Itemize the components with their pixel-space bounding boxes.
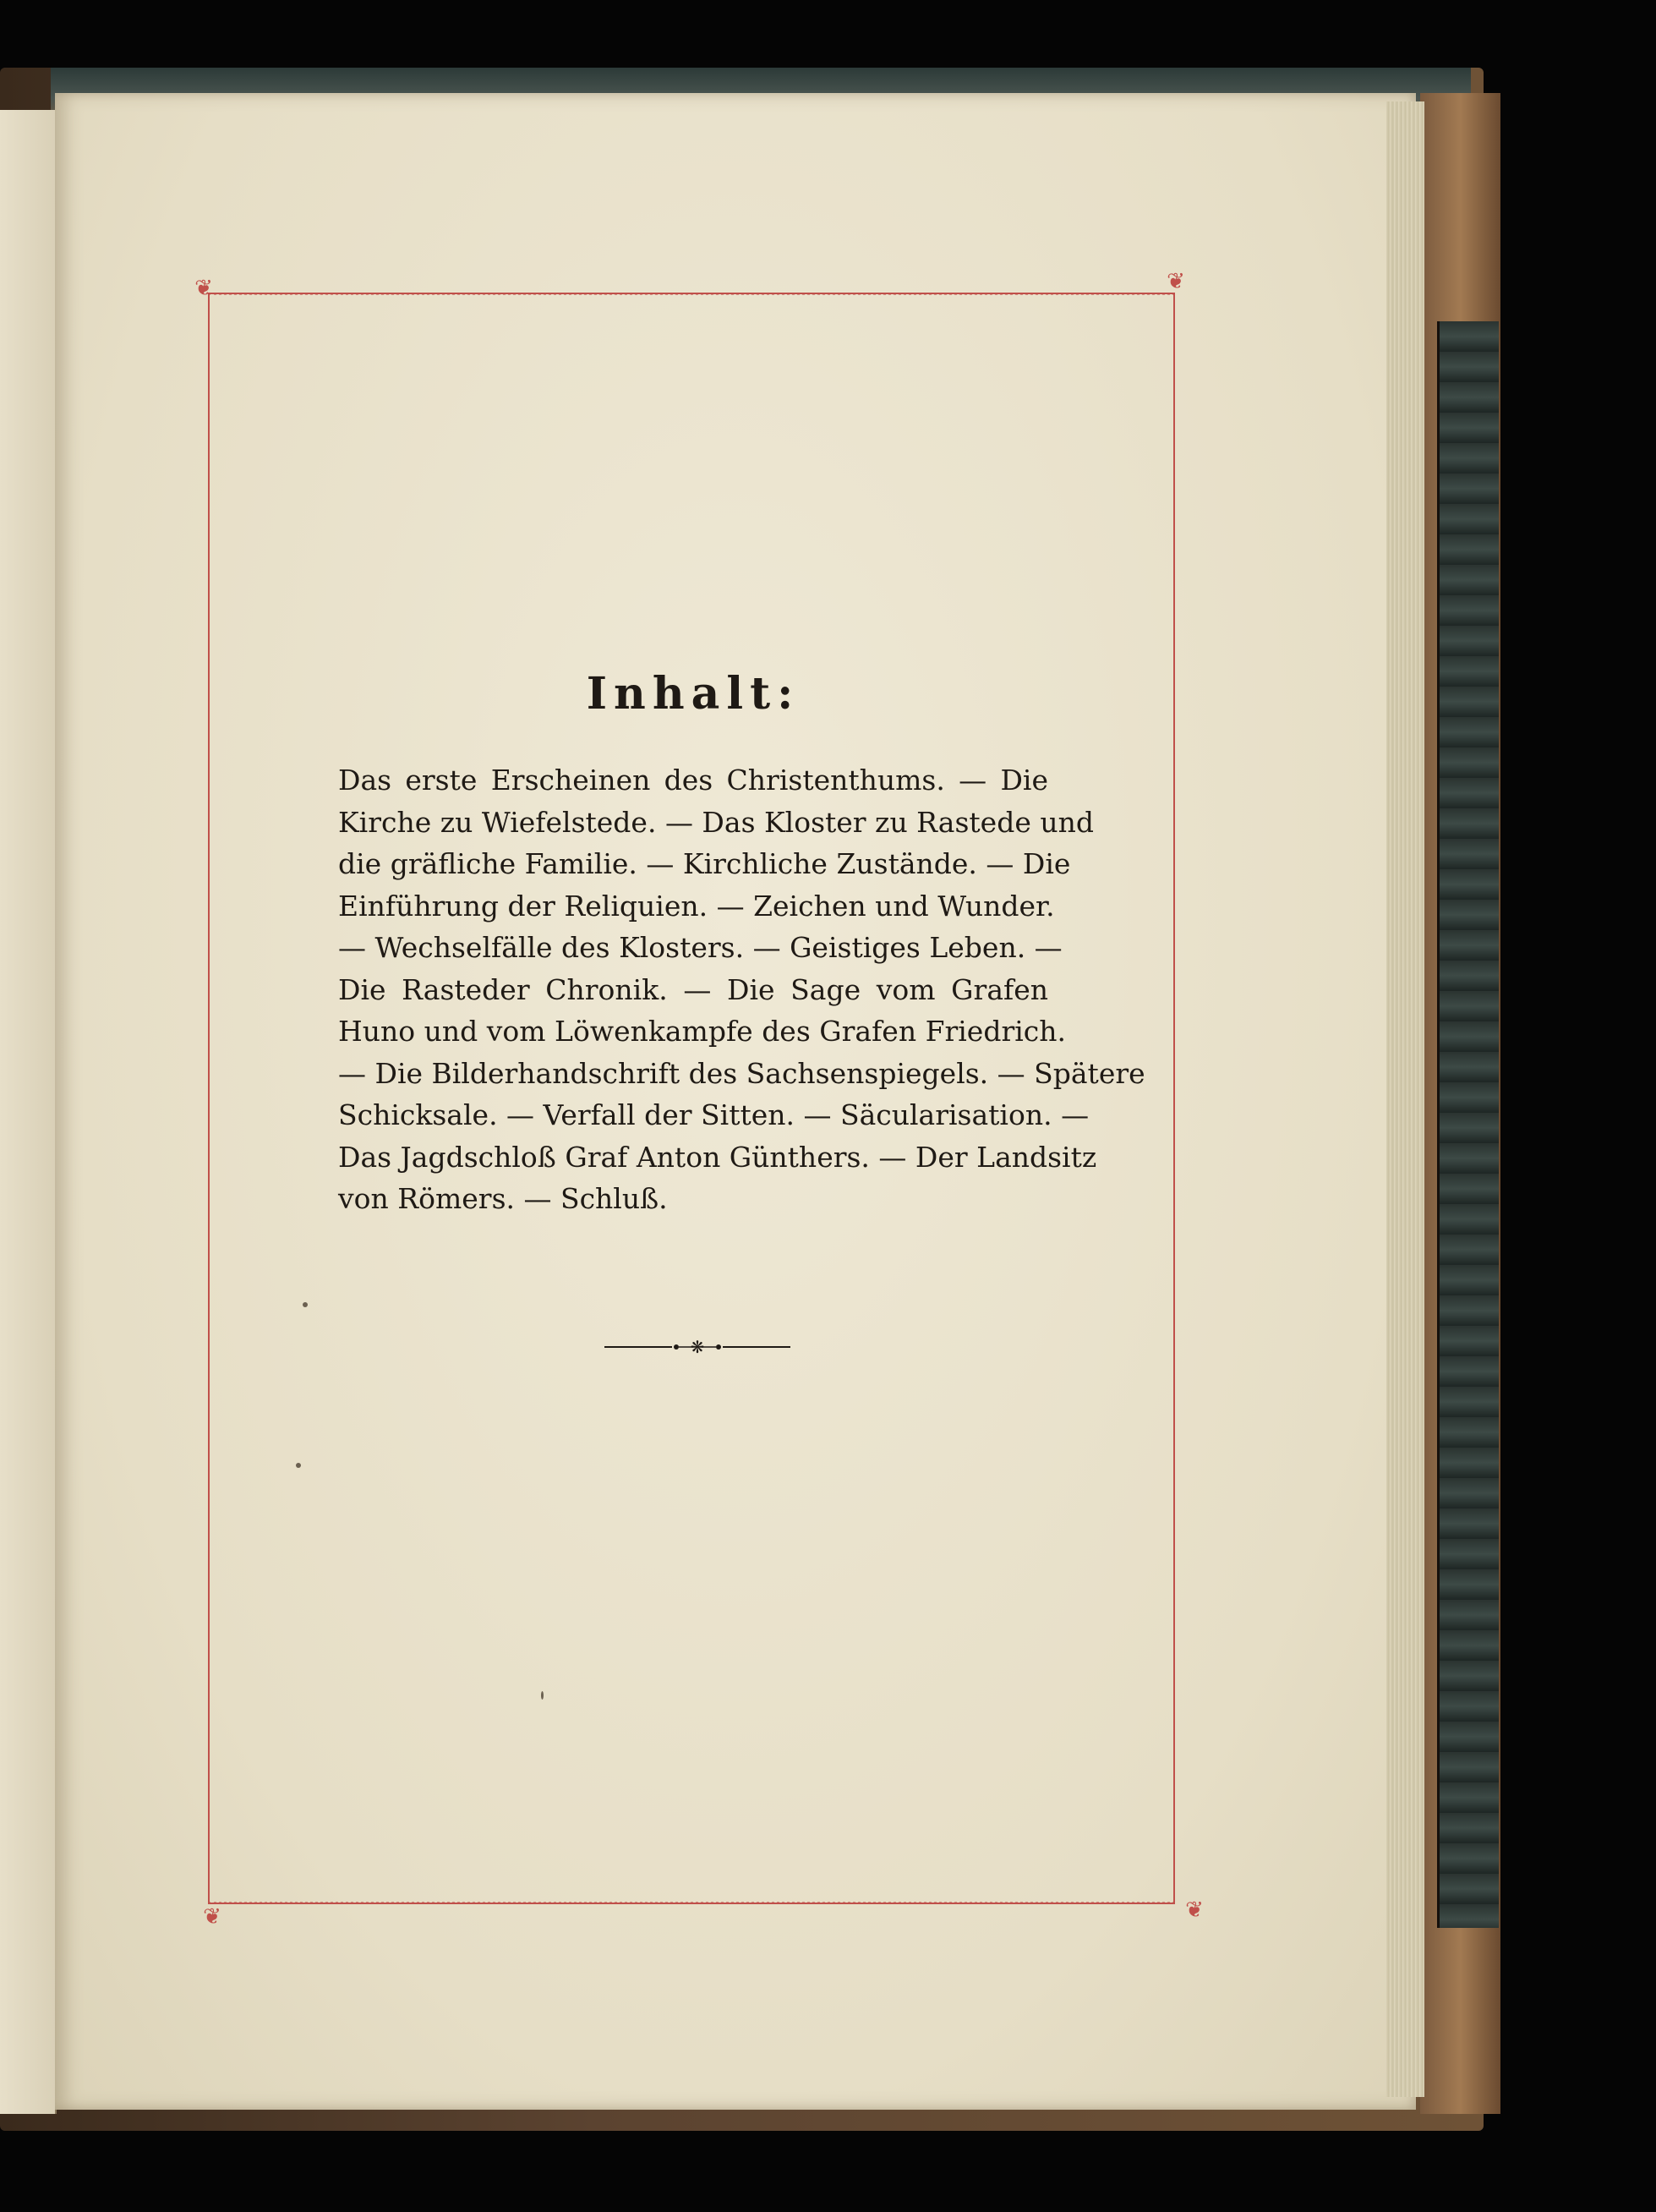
section-divider-ornament [604, 1334, 790, 1360]
table-of-contents [338, 759, 1145, 1220]
contents-line: — Wechselfälle des Klosters. — Geistiges Leben. — [338, 931, 1063, 964]
contents-line: Die Rasteder Chronik. — Die Sage vom Grafen [338, 972, 1048, 1006]
spine-pattern-strip [1437, 321, 1499, 1928]
paper-speck [303, 1302, 308, 1307]
paper-speck [541, 1691, 544, 1700]
contents-line: — Die Bilderhandschrift des Sachsenspiegels. — Spätere [338, 1056, 1145, 1090]
contents-line: Schicksale. — Verfall der Sitten. — Säcularisation. — [338, 1098, 1090, 1131]
contents-line: Huno und vom Löwenkampfe des Grafen Friedrich. [338, 1015, 1066, 1048]
contents-line: Kirche zu Wiefelstede. — Das Kloster zu Rastede und [338, 805, 1094, 839]
page-stack-edges [1386, 101, 1424, 2097]
divider-glyph: ❋ [690, 1337, 705, 1357]
contents-line: die gräfliche Familie. — Kirchliche Zustände. — Die [338, 847, 1071, 880]
contents-line: Einführung der Reliquien. — Zeichen und Wunder. [338, 889, 1055, 923]
page-heading: Inhalt: [586, 668, 801, 720]
paper-speck [296, 1463, 301, 1468]
contents-line: Das erste Erscheinen des Christenthums. — Die [338, 764, 1048, 797]
frame-corner-ornament-icon: ❦ [203, 1904, 221, 1930]
contents-line: Das Jagdschloß Graf Anton Günthers. — Der Landsitz [338, 1140, 1097, 1174]
frame-corner-ornament-icon: ❦ [1185, 1897, 1204, 1923]
left-page-edge [0, 110, 57, 2114]
contents-line: von Römers. — Schluß. [338, 1182, 668, 1215]
frame-corner-ornament-icon: ❦ [1167, 269, 1185, 294]
frame-corner-ornament-icon: ❦ [194, 276, 213, 301]
